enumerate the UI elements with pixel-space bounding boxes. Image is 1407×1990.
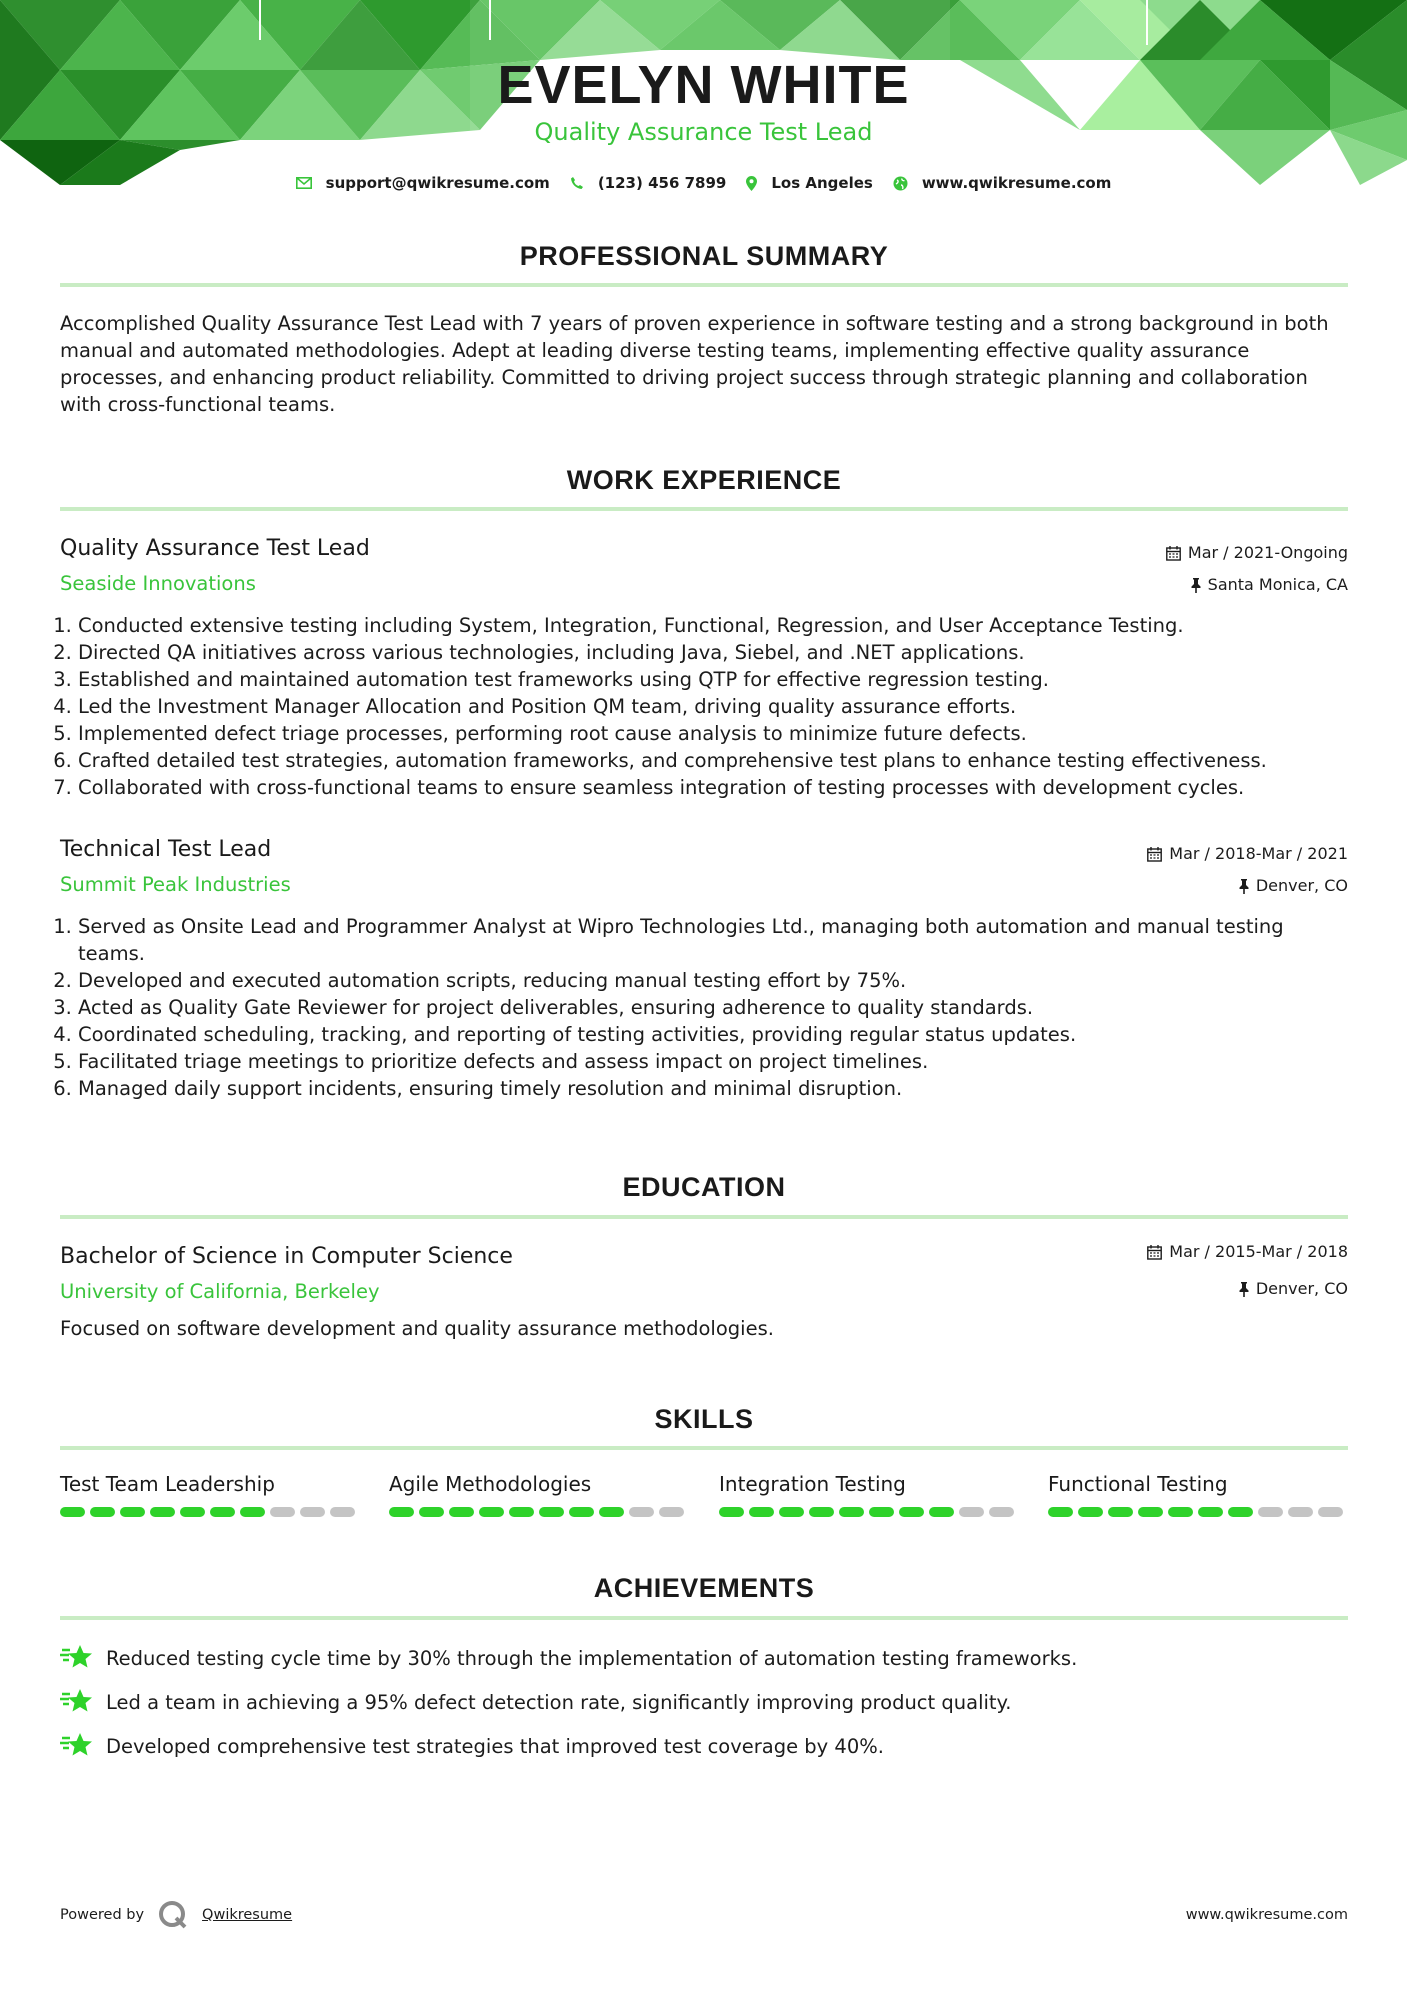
skill-segment-filled	[150, 1507, 175, 1517]
job-responsibilities	[54, 612, 1348, 801]
experience-divider	[60, 507, 1348, 511]
email-text: support@qwikresume.com	[325, 174, 550, 192]
list-item: 2. Developed and executed automation scripts, reducing manual testing effort by 75%.	[78, 967, 1348, 994]
star-icon	[60, 1732, 94, 1760]
contact-phone[interactable]	[570, 174, 727, 192]
skill-level-bar	[1048, 1507, 1343, 1517]
job-dates-text: Mar / 2018-Mar / 2021	[1169, 844, 1348, 863]
contact-bar	[0, 174, 1407, 192]
star-icon	[60, 1688, 94, 1716]
skill-name: Integration Testing	[719, 1472, 906, 1496]
list-item: 7. Collaborated with cross-functional teams to ensure seamless integration of testing processes with development cycles.	[78, 774, 1348, 801]
skill-segment-filled	[120, 1507, 145, 1517]
summary-heading: PROFESSIONAL SUMMARY	[519, 241, 889, 271]
education-description: Focused on software development and quality assurance methodologies.	[60, 1317, 774, 1340]
phone-text: (123) 456 7899	[597, 174, 727, 192]
skills-heading: SKILLS	[654, 1404, 754, 1434]
experience-heading: WORK EXPERIENCE	[566, 465, 842, 495]
contact-website[interactable]	[893, 174, 1112, 192]
contact-location	[746, 174, 872, 192]
skill-segment-empty	[330, 1507, 355, 1517]
skill-segment-empty	[300, 1507, 325, 1517]
degree-title: Bachelor of Science in Computer Science	[60, 1244, 513, 1269]
footer-url[interactable]: www.qwikresume.com	[1185, 1907, 1348, 1923]
envelope-icon	[296, 177, 312, 189]
skill-segment-filled	[1168, 1507, 1193, 1517]
map-marker-icon	[746, 176, 757, 191]
list-item: 4. Led the Investment Manager Allocation and Position QM team, driving quality assurance efforts.	[78, 693, 1348, 720]
skill-segment-empty	[1258, 1507, 1283, 1517]
skill-segment-empty	[959, 1507, 984, 1517]
skill-segment-filled	[569, 1507, 594, 1517]
skill-segment-filled	[1108, 1507, 1133, 1517]
list-item: 4. Coordinated scheduling, tracking, and reporting of testing activities, providing regular status updates.	[78, 1021, 1348, 1048]
skill-segment-filled	[1228, 1507, 1253, 1517]
footer-powered-by	[60, 1900, 292, 1930]
skill-item	[389, 1474, 689, 1494]
skill-name: Test Team Leadership	[60, 1472, 275, 1496]
skill-level-bar	[389, 1507, 684, 1517]
skill-segment-filled	[509, 1507, 534, 1517]
job-title: Technical Test Lead	[60, 837, 272, 862]
achievement-text: Led a team in achieving a 95% defect detection rate, significantly improving product quality.	[106, 1690, 1012, 1714]
pin-icon	[1239, 1282, 1249, 1297]
job-location	[1239, 878, 1348, 894]
achievements-divider	[60, 1616, 1348, 1620]
education-location	[1239, 1281, 1348, 1297]
list-item: 6. Crafted detailed test strategies, automation frameworks, and comprehensive test plans to enhance testing effectiveness.	[78, 747, 1348, 774]
skill-segment-filled	[809, 1507, 834, 1517]
education-dates	[1147, 1244, 1348, 1260]
job-location	[1191, 577, 1348, 593]
qwikresume-link[interactable]: Qwikresume	[202, 1907, 293, 1923]
skill-item	[719, 1474, 1019, 1494]
skill-segment-filled	[389, 1507, 414, 1517]
qwikresume-logo-icon	[158, 1900, 188, 1930]
skill-segment-filled	[449, 1507, 474, 1517]
calendar-icon	[1147, 1245, 1162, 1260]
list-item: 3. Acted as Quality Gate Reviewer for project deliverables, ensuring adherence to quality standards.	[78, 994, 1348, 1021]
job-location-text: Santa Monica, CA	[1207, 575, 1348, 594]
achievement-text: Reduced testing cycle time by 30% through the implementation of automation testing frameworks.	[106, 1646, 1078, 1670]
achievement-item	[60, 1688, 1012, 1716]
skill-name: Agile Methodologies	[389, 1472, 592, 1496]
skill-segment-filled	[539, 1507, 564, 1517]
skill-level-bar	[60, 1507, 355, 1517]
skill-segment-filled	[599, 1507, 624, 1517]
calendar-icon	[1147, 847, 1162, 862]
pin-icon	[1239, 879, 1249, 894]
candidate-role: Quality Assurance Test Lead	[534, 118, 873, 146]
list-item: 1. Conducted extensive testing including System, Integration, Functional, Regression, and User Acceptance Testing.	[78, 612, 1348, 639]
achievement-item	[60, 1732, 884, 1760]
contact-email[interactable]	[296, 174, 550, 192]
skill-level-bar	[719, 1507, 1014, 1517]
skill-segment-filled	[1198, 1507, 1223, 1517]
summary-text: Accomplished Quality Assurance Test Lead with 7 years of proven experience in software testing and a strong background in both manual and automated methodologies. Adept at leading diverse testing teams, implementing effective quality assurance processes, and enhancing product reliability. Committed to driving project success through strategic planning and collaboration with cross-functional teams.	[60, 312, 1329, 416]
website-text: www.qwikresume.com	[921, 174, 1112, 192]
list-item: 3. Established and maintained automation test frameworks using QTP for effective regression testing.	[78, 666, 1348, 693]
list-item: 6. Managed daily support incidents, ensuring timely resolution and minimal disruption.	[78, 1075, 1348, 1102]
skill-segment-filled	[210, 1507, 235, 1517]
skill-segment-filled	[1138, 1507, 1163, 1517]
skill-segment-filled	[1078, 1507, 1103, 1517]
skill-segment-empty	[1318, 1507, 1343, 1517]
skill-segment-filled	[749, 1507, 774, 1517]
skill-segment-filled	[90, 1507, 115, 1517]
skill-segment-filled	[419, 1507, 444, 1517]
list-item: 2. Directed QA initiatives across various technologies, including Java, Siebel, and .NET applications.	[78, 639, 1348, 666]
job-dates	[1147, 846, 1348, 862]
globe-icon	[893, 176, 908, 191]
skill-segment-filled	[779, 1507, 804, 1517]
skill-segment-filled	[479, 1507, 504, 1517]
skill-segment-filled	[869, 1507, 894, 1517]
skill-segment-filled	[1048, 1507, 1073, 1517]
skill-segment-filled	[899, 1507, 924, 1517]
skill-segment-filled	[240, 1507, 265, 1517]
achievement-item	[60, 1644, 1077, 1672]
education-divider	[60, 1215, 1348, 1219]
education-heading: EDUCATION	[622, 1172, 786, 1202]
achievement-text: Developed comprehensive test strategies that improved test coverage by 40%.	[106, 1734, 884, 1758]
candidate-name: EVELYN WHITE	[497, 55, 910, 115]
job-responsibilities	[54, 913, 1348, 1102]
phone-icon	[570, 176, 584, 190]
star-icon	[60, 1644, 94, 1672]
skills-divider	[60, 1446, 1348, 1450]
skill-name: Functional Testing	[1048, 1472, 1228, 1496]
calendar-icon	[1166, 546, 1181, 561]
skill-item	[60, 1474, 360, 1494]
skill-segment-empty	[270, 1507, 295, 1517]
skill-segment-filled	[60, 1507, 85, 1517]
job-dates-text: Mar / 2021-Ongoing	[1187, 543, 1348, 562]
location-text: Los Angeles	[771, 174, 873, 192]
skill-segment-empty	[659, 1507, 684, 1517]
job-title: Quality Assurance Test Lead	[60, 536, 370, 561]
list-item: 5. Facilitated triage meetings to prioritize defects and assess impact on project timelines.	[78, 1048, 1348, 1075]
list-item: 5. Implemented defect triage processes, performing root cause analysis to minimize future defects.	[78, 720, 1348, 747]
education-dates-text: Mar / 2015-Mar / 2018	[1169, 1242, 1348, 1261]
education-location-text: Denver, CO	[1255, 1279, 1348, 1298]
achievements-heading: ACHIEVEMENTS	[593, 1573, 815, 1603]
skill-segment-empty	[1288, 1507, 1313, 1517]
skill-segment-filled	[180, 1507, 205, 1517]
job-location-text: Denver, CO	[1255, 876, 1348, 895]
skill-segment-filled	[839, 1507, 864, 1517]
company-name: Seaside Innovations	[60, 572, 256, 595]
school-name: University of California, Berkeley	[60, 1280, 380, 1303]
skill-segment-empty	[989, 1507, 1014, 1517]
skill-segment-empty	[629, 1507, 654, 1517]
company-name: Summit Peak Industries	[60, 873, 291, 896]
skill-segment-filled	[719, 1507, 744, 1517]
pin-icon	[1191, 578, 1201, 593]
powered-by-label: Powered by	[60, 1907, 145, 1923]
job-dates	[1166, 545, 1348, 561]
skill-item	[1048, 1474, 1348, 1494]
list-item: 1. Served as Onsite Lead and Programmer Analyst at Wipro Technologies Ltd., managing both automation and manual testing teams.	[78, 913, 1348, 967]
skill-segment-filled	[929, 1507, 954, 1517]
summary-divider	[60, 283, 1348, 287]
